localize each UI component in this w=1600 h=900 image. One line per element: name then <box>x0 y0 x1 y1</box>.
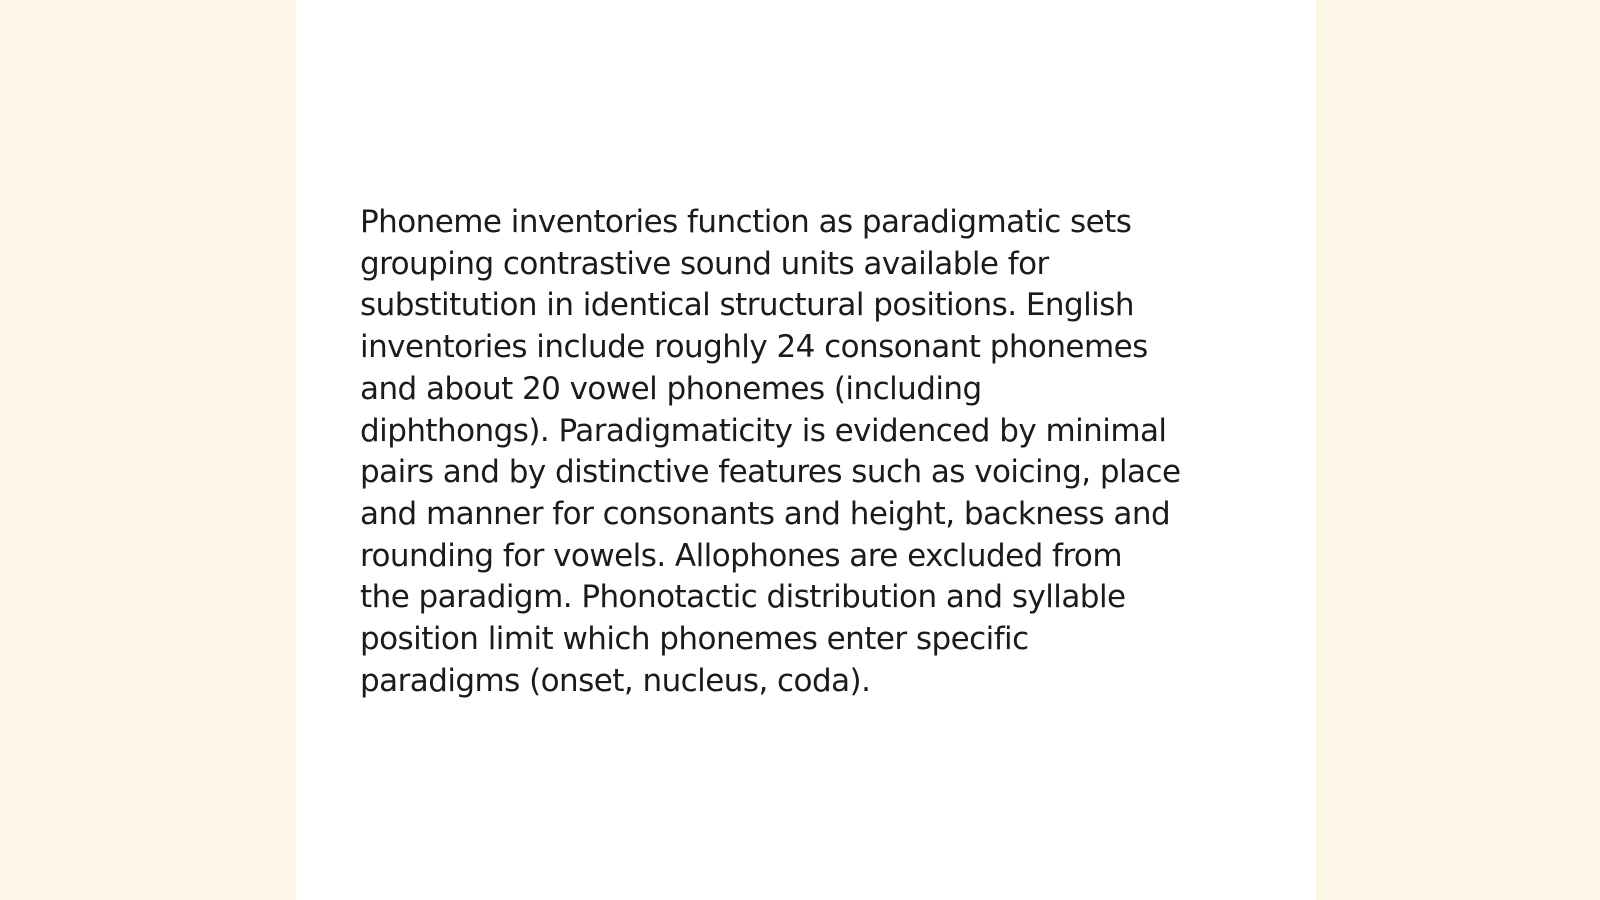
right-margin-panel <box>1316 0 1600 900</box>
paragraph-line: the paradigm. Phonotactic distribution and syllable <box>360 579 1126 616</box>
left-margin-panel <box>0 0 296 900</box>
paragraph-line: grouping contrastive sound units available for <box>360 245 1049 282</box>
paragraph-line: position limit which phonemes enter specific <box>360 621 1029 658</box>
paragraph-line: rounding for vowels. Allophones are excluded from <box>360 537 1122 574</box>
paragraph-line: diphthongs). Paradigmaticity is evidenced by minimal <box>360 412 1167 449</box>
paragraph-line: inventories include roughly 24 consonant phonemes <box>360 329 1148 366</box>
paragraph-line: substitution in identical structural positions. English <box>360 287 1134 324</box>
body-paragraph <box>360 202 1260 702</box>
paragraph-line: and about 20 vowel phonemes (including <box>360 370 982 407</box>
paragraph-line: Phoneme inventories function as paradigmatic sets <box>360 204 1132 240</box>
paragraph-line: pairs and by distinctive features such as voicing, place <box>360 454 1181 491</box>
paragraph-line: paradigms (onset, nucleus, coda). <box>360 662 871 699</box>
document-page <box>296 0 1316 900</box>
paragraph-line: and manner for consonants and height, backness and <box>360 495 1171 532</box>
